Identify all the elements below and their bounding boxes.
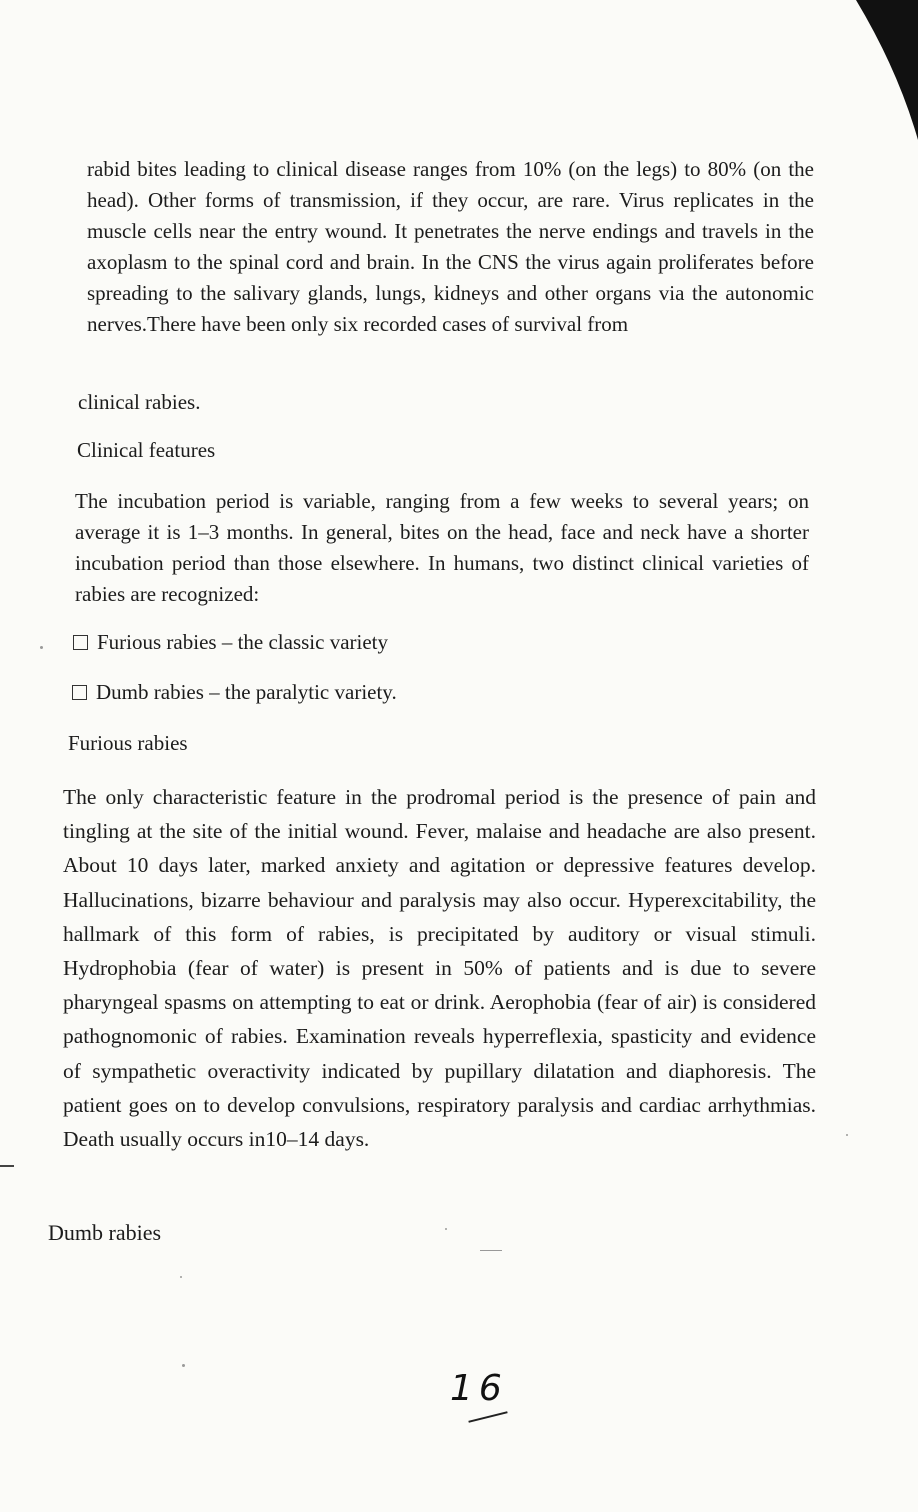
- bullet-dumb-rabies: [72, 680, 397, 705]
- scan-speck: [180, 1276, 182, 1278]
- page-number: 16: [450, 1368, 508, 1409]
- heading-clinical-features: Clinical features: [77, 438, 216, 462]
- scan-speck: [846, 1134, 848, 1136]
- page-corner-shadow: [848, 0, 918, 140]
- scan-speck: [445, 1228, 447, 1230]
- scan-speck: [40, 646, 43, 649]
- scan-speck: [182, 1364, 185, 1367]
- bullet-text: Dumb rabies – the paralytic variety.: [96, 680, 397, 704]
- checkbox-icon: [72, 685, 87, 700]
- scan-mark: [480, 1250, 502, 1251]
- paragraph-incubation: The incubation period is variable, ranging from a few weeks to several years; on average it is 1–3 months. In general, bites on the head, face and neck have a shorter incubation period than those elsewhere. In humans, two distinct clinical varieties of rabies are recognized:: [75, 489, 809, 606]
- checkbox-icon: [73, 635, 88, 650]
- heading-dumb-rabies: Dumb rabies: [48, 1220, 162, 1245]
- paragraph-transmission: rabid bites leading to clinical disease ranges from 10% (on the legs) to 80% (on the head). Other forms of transmission, if they occur, are rare. Virus replicates in the muscle cells near the entry wound. It penetrates the nerve endings and travels in the axoplasm to the spinal cord and brain. In the CNS the virus again proliferates before spreading to the salivary glands, lungs, kidneys and other organs via the autonomic nerves.There have been only six recorded cases of survival from: [87, 157, 814, 336]
- paragraph-transmission-tail: clinical rabies.: [78, 390, 201, 414]
- heading-furious-rabies: Furious rabies: [68, 731, 188, 755]
- margin-mark: [0, 1165, 14, 1167]
- bullet-text: Furious rabies – the classic variety: [97, 630, 389, 654]
- paragraph-furious-description: The only characteristic feature in the prodromal period is the presence of pain and tingling at the site of the initial wound. Fever, malaise and headache are also present. About 10 days later, marked anxiety and agitation or depressive features develop. Hallucinations, bizarre behaviour and paralysis may also occur. Hyperexcitability, the hallmark of this form of rabies, is precipitated by auditory or visual stimuli. Hydrophobia (fear of water) is present in 50% of patients and is due to severe pharyngeal spasms on attempting to eat or drink. Aerophobia (fear of air) is considered pathognomonic of rabies. Examination reveals hyperreflexia, spasticity and evidence of sympathetic overactivity indicated by pupillary dilatation and diaphoresis. The patient goes on to develop convulsions, respiratory paralysis and cardiac arrhythmias. Death usually occurs in10–14 days.: [63, 785, 816, 1152]
- bullet-furious-rabies: [73, 630, 388, 655]
